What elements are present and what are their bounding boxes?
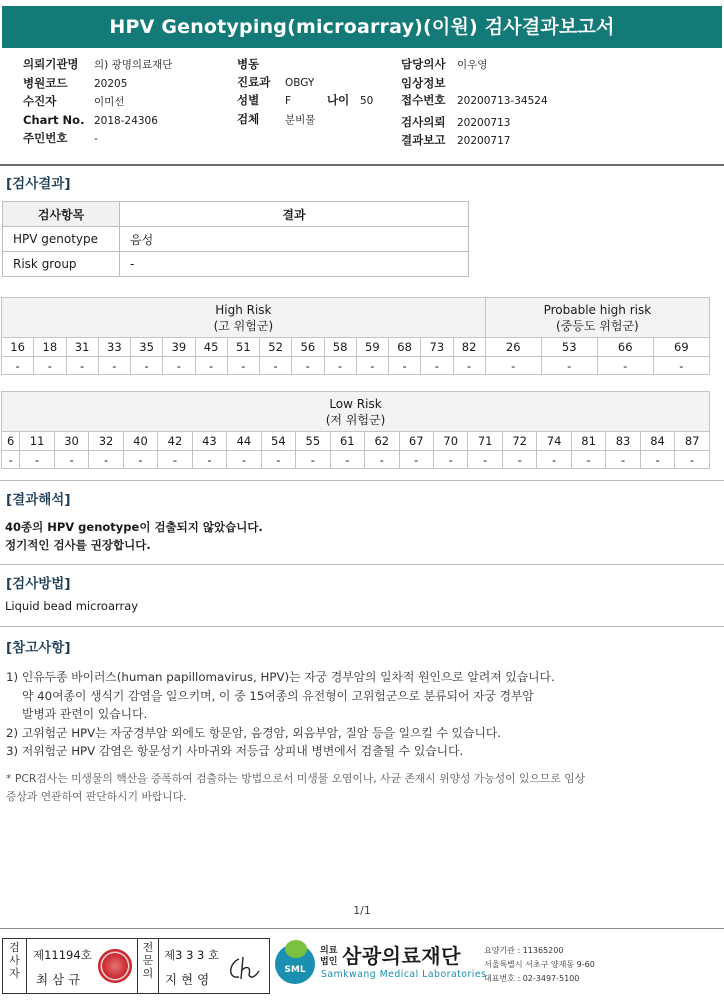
id-value: - bbox=[94, 133, 98, 145]
id-label: 주민번호 bbox=[23, 131, 68, 145]
genotype-result: - bbox=[89, 451, 123, 469]
result-value: 음성 bbox=[120, 227, 469, 252]
genotype-number: 67 bbox=[399, 432, 433, 451]
genotype-result: - bbox=[356, 357, 388, 375]
recipient-label: 수진자 bbox=[23, 94, 57, 108]
logo-circle-text: SML bbox=[284, 965, 306, 975]
genotype-result: - bbox=[227, 451, 261, 469]
dept-value: OBGY bbox=[285, 76, 315, 89]
genotype-result: - bbox=[324, 357, 356, 375]
examiner-label-text: 검사자 bbox=[9, 941, 20, 980]
org-name: 삼광의료재단 bbox=[342, 944, 461, 968]
genotype-result: - bbox=[195, 357, 227, 375]
report-title: HPV Genotyping(microarray)(이원) 검사결과보고서 bbox=[2, 6, 722, 48]
genotype-number: 58 bbox=[324, 338, 356, 357]
genotype-result: - bbox=[653, 357, 709, 375]
request-label: 검사의뢰 bbox=[401, 114, 446, 129]
genotype-result: - bbox=[399, 451, 433, 469]
probable-risk-sublabel: (중등도 위험군) bbox=[556, 318, 639, 333]
probable-risk-label: Probable high risk bbox=[543, 302, 652, 317]
genotype-number: 68 bbox=[389, 338, 421, 357]
genotype-number: 31 bbox=[66, 338, 98, 357]
genotype-result: - bbox=[502, 451, 536, 469]
section-reference-heading: [참고사항] bbox=[6, 640, 71, 656]
genotype-result: - bbox=[131, 357, 163, 375]
genotype-result: - bbox=[597, 357, 653, 375]
sex-value: F bbox=[285, 95, 292, 107]
genotype-number: 69 bbox=[653, 338, 709, 357]
genotype-number: 74 bbox=[537, 432, 571, 451]
institution-value: 의) 광명의료재단 bbox=[94, 59, 173, 71]
reference-item-continued: 발병과 관련이 있습니다. bbox=[22, 707, 148, 721]
interpretation-text bbox=[5, 518, 263, 554]
age-value: 50 bbox=[360, 95, 374, 107]
care-number: 요양기관 : 11365200 bbox=[484, 946, 564, 955]
interpretation-line: 정기적인 검사를 권장합니다. bbox=[5, 538, 151, 552]
genotype-number: 18 bbox=[34, 338, 66, 357]
genotype-number: 70 bbox=[433, 432, 467, 451]
genotype-number: 6 bbox=[2, 432, 20, 451]
reference-item-continued: 약 40여종이 생식기 감염을 일으키며, 이 중 15여종의 유전형이 고위험군으로 분류되어 자궁 경부암 bbox=[22, 688, 534, 703]
genotype-number: 16 bbox=[2, 338, 34, 357]
genotype-number: 26 bbox=[485, 338, 541, 357]
sex-label: 성별 bbox=[237, 93, 260, 107]
footer-divider bbox=[0, 928, 724, 929]
examiner-name: 최 삼 규 bbox=[36, 972, 81, 987]
patient-info-left bbox=[23, 56, 172, 149]
genotype-result: - bbox=[54, 451, 88, 469]
table-row bbox=[3, 227, 469, 252]
specimen-label: 검체 bbox=[237, 111, 260, 126]
org-type-line: 의료 bbox=[320, 946, 338, 956]
age-label: 나이 bbox=[327, 93, 350, 107]
genotype-result: - bbox=[389, 357, 421, 375]
specimen-value: 분비물 bbox=[285, 113, 316, 126]
low-risk-results-row bbox=[2, 451, 710, 469]
genotype-result: - bbox=[261, 451, 295, 469]
genotype-number: 39 bbox=[163, 338, 195, 357]
genotype-result: - bbox=[365, 451, 399, 469]
result-table bbox=[2, 201, 469, 277]
reference-item: 2) 고위험군 HPV는 자궁경부암 외에도 항문암, 음경암, 외음부암, 질암 등을 일으킬 수 있습니다. bbox=[6, 725, 502, 740]
patient-info-middle bbox=[237, 56, 373, 129]
result-value: - bbox=[120, 252, 469, 277]
patient-info-right bbox=[401, 56, 548, 151]
chart-no-value: 2018-24306 bbox=[94, 114, 158, 127]
org-contact bbox=[484, 944, 595, 986]
section-result-heading: [검사결과] bbox=[6, 176, 71, 192]
genotype-result: - bbox=[433, 451, 467, 469]
genotype-result: - bbox=[123, 451, 157, 469]
genotype-number: 82 bbox=[453, 338, 485, 357]
genotype-result: - bbox=[296, 451, 330, 469]
genotype-number: 11 bbox=[20, 432, 54, 451]
genotype-number: 84 bbox=[640, 432, 674, 451]
genotype-result: - bbox=[192, 451, 226, 469]
high-risk-types-row bbox=[2, 338, 710, 357]
pcr-note bbox=[6, 770, 585, 806]
genotype-number: 42 bbox=[158, 432, 192, 451]
org-name-en: Samkwang Medical Laboratories bbox=[321, 969, 487, 980]
note-line: * PCR검사는 미생물의 핵산을 증폭하여 검출하는 방법으로서 미생물 오염이나, 사균 존재시 위양성 가능성이 있으므로 임상 bbox=[6, 772, 586, 785]
genotype-result: - bbox=[66, 357, 98, 375]
genotype-result: - bbox=[163, 357, 195, 375]
request-value: 20200713 bbox=[457, 116, 511, 129]
genotype-number: 73 bbox=[421, 338, 453, 357]
genotype-result: - bbox=[158, 451, 192, 469]
sml-logo-icon bbox=[275, 944, 315, 984]
genotype-number: 55 bbox=[296, 432, 330, 451]
genotype-result: - bbox=[537, 451, 571, 469]
receipt-value: 20200713-34524 bbox=[457, 95, 548, 107]
divider bbox=[0, 626, 724, 627]
genotype-number: 71 bbox=[468, 432, 502, 451]
high-risk-sublabel: (고 위험군) bbox=[213, 318, 274, 333]
hospital-code-value: 20205 bbox=[94, 77, 128, 90]
genotype-result: - bbox=[260, 357, 292, 375]
phone: 대표번호 : 02-3497-5100 bbox=[484, 974, 580, 983]
genotype-number: 45 bbox=[195, 338, 227, 357]
ward-label: 병동 bbox=[237, 57, 260, 71]
divider bbox=[0, 480, 724, 481]
genotype-number: 32 bbox=[89, 432, 123, 451]
genotype-result: - bbox=[606, 451, 640, 469]
genotype-result: - bbox=[227, 357, 259, 375]
low-risk-sublabel: (저 위험군) bbox=[325, 412, 386, 427]
genotype-number: 66 bbox=[597, 338, 653, 357]
genotype-result: - bbox=[571, 451, 605, 469]
genotype-number: 83 bbox=[606, 432, 640, 451]
high-risk-label: High Risk bbox=[215, 302, 272, 317]
genotype-number: 30 bbox=[54, 432, 88, 451]
table-row bbox=[3, 252, 469, 277]
dept-label: 진료과 bbox=[237, 74, 271, 89]
reference-item: 3) 저위험군 HPV 감염은 항문성기 사마귀와 저등급 상피내 병변에서 검출될 수 있습니다. bbox=[6, 744, 464, 758]
high-risk-table bbox=[1, 297, 710, 375]
report-label: 결과보고 bbox=[401, 133, 446, 147]
doctor-value: 이우영 bbox=[457, 59, 488, 71]
genotype-result: - bbox=[468, 451, 502, 469]
high-risk-results-row bbox=[2, 357, 710, 375]
genotype-number: 43 bbox=[192, 432, 226, 451]
signature-icon bbox=[225, 953, 261, 983]
reference-list bbox=[6, 668, 555, 761]
doctor-number: 제3 3 3 호 bbox=[164, 948, 220, 962]
seal-stamp-icon bbox=[98, 949, 132, 983]
chart-no-label: Chart No. bbox=[23, 112, 85, 127]
address: 서울특별시 서초구 양재동 9-60 bbox=[484, 960, 595, 969]
interpretation-line: 40종의 HPV genotype이 검출되지 않았습니다. bbox=[5, 520, 263, 534]
genotype-number: 33 bbox=[98, 338, 130, 357]
doctor-label: 담당의사 bbox=[401, 57, 446, 71]
org-type-line: 법인 bbox=[320, 957, 338, 967]
signature-box bbox=[2, 938, 270, 994]
examiner-number: 제11194호 bbox=[33, 948, 92, 962]
genotype-result: - bbox=[675, 451, 710, 469]
low-risk-label: Low Risk bbox=[329, 396, 382, 411]
genotype-result: - bbox=[330, 451, 364, 469]
genotype-result: - bbox=[541, 357, 597, 375]
low-risk-header bbox=[2, 392, 710, 432]
clinical-label: 임상정보 bbox=[401, 75, 446, 90]
result-col-result: 결과 bbox=[120, 202, 469, 227]
genotype-result: - bbox=[453, 357, 485, 375]
genotype-result: - bbox=[2, 357, 34, 375]
recipient-value: 이미선 bbox=[94, 96, 125, 108]
doctor-name: 지 현 영 bbox=[165, 972, 210, 987]
section-method-heading: [검사방법] bbox=[6, 576, 71, 592]
genotype-result: - bbox=[2, 451, 20, 469]
receipt-label: 접수번호 bbox=[401, 93, 446, 107]
genotype-result: - bbox=[98, 357, 130, 375]
genotype-number: 53 bbox=[541, 338, 597, 357]
institution-label: 의뢰기관명 bbox=[23, 57, 79, 71]
report-value: 20200717 bbox=[457, 135, 511, 147]
result-col-item: 검사항목 bbox=[3, 202, 120, 227]
low-risk-table bbox=[1, 391, 710, 469]
genotype-number: 52 bbox=[260, 338, 292, 357]
genotype-number: 87 bbox=[675, 432, 710, 451]
examiner-label bbox=[3, 939, 27, 993]
genotype-result: - bbox=[292, 357, 324, 375]
divider bbox=[0, 564, 724, 565]
doctor-label-text: 전문의 bbox=[142, 941, 154, 980]
genotype-result: - bbox=[485, 357, 541, 375]
genotype-number: 40 bbox=[123, 432, 157, 451]
reference-item: 1) 인유두종 바이러스(human papillomavirus, HPV)는 자궁 경부암의 일차적 원인으로 알려져 있습니다. bbox=[6, 670, 555, 684]
genotype-number: 72 bbox=[502, 432, 536, 451]
genotype-number: 44 bbox=[227, 432, 261, 451]
genotype-number: 56 bbox=[292, 338, 324, 357]
genotype-result: - bbox=[20, 451, 54, 469]
genotype-result: - bbox=[640, 451, 674, 469]
section-interpretation-heading: [결과해석] bbox=[6, 492, 71, 508]
org-type bbox=[320, 946, 337, 968]
result-item: HPV genotype bbox=[3, 227, 120, 252]
genotype-number: 62 bbox=[365, 432, 399, 451]
genotype-number: 51 bbox=[227, 338, 259, 357]
genotype-number: 81 bbox=[571, 432, 605, 451]
hospital-code-label: 병원코드 bbox=[23, 75, 68, 90]
low-risk-types-row bbox=[2, 432, 710, 451]
page-number: 1/1 bbox=[353, 904, 371, 917]
probable-risk-header bbox=[485, 298, 709, 338]
method-text: Liquid bead microarray bbox=[5, 599, 139, 613]
high-risk-header bbox=[2, 298, 486, 338]
genotype-number: 54 bbox=[261, 432, 295, 451]
genotype-number: 35 bbox=[131, 338, 163, 357]
genotype-result: - bbox=[421, 357, 453, 375]
genotype-number: 59 bbox=[356, 338, 388, 357]
note-line: 증상과 연관하여 판단하시기 바랍니다. bbox=[6, 790, 187, 803]
header-divider bbox=[0, 164, 724, 166]
doctor-label bbox=[137, 939, 159, 993]
result-item: Risk group bbox=[3, 252, 120, 277]
genotype-result: - bbox=[34, 357, 66, 375]
genotype-number: 61 bbox=[330, 432, 364, 451]
